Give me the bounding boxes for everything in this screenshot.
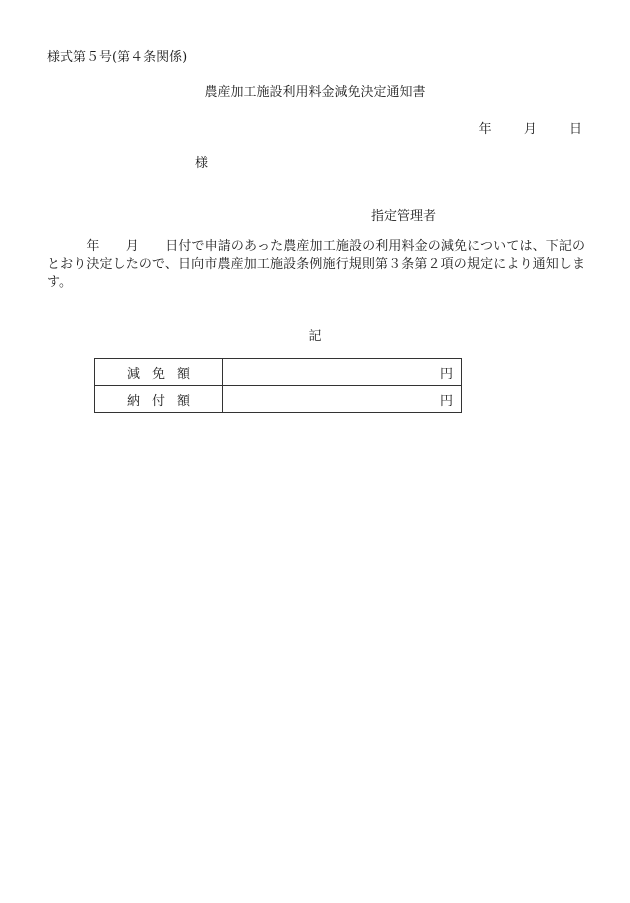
form-number: 様式第５号(第４条関係) <box>47 50 188 65</box>
date-line <box>479 118 582 137</box>
row-value-reduction: 円 <box>223 359 462 386</box>
row-value-payment: 円 <box>223 386 462 413</box>
amount-table <box>94 358 462 413</box>
body-paragraph: 年 月 日付で申請のあった農産加工施設の利用料金の減免については、下記のとおり決定したので、日向市農産加工施設条例施行規則第３条第２項の規定により通知します。 <box>47 239 585 290</box>
row-label-reduction: 減免額 <box>95 359 223 386</box>
year-label: 年 <box>478 122 492 137</box>
issuer-label: 指定管理者 <box>371 209 437 224</box>
table-row <box>95 386 462 413</box>
addressee-honorific: 様 <box>195 156 209 171</box>
table-row <box>95 359 462 386</box>
month-label: 月 <box>523 122 537 137</box>
ki-heading: 記 <box>308 329 322 344</box>
row-label-payment: 納付額 <box>95 386 223 413</box>
day-label: 日 <box>568 122 582 137</box>
document-title: 農産加工施設利用料金減免決定通知書 <box>204 85 426 100</box>
